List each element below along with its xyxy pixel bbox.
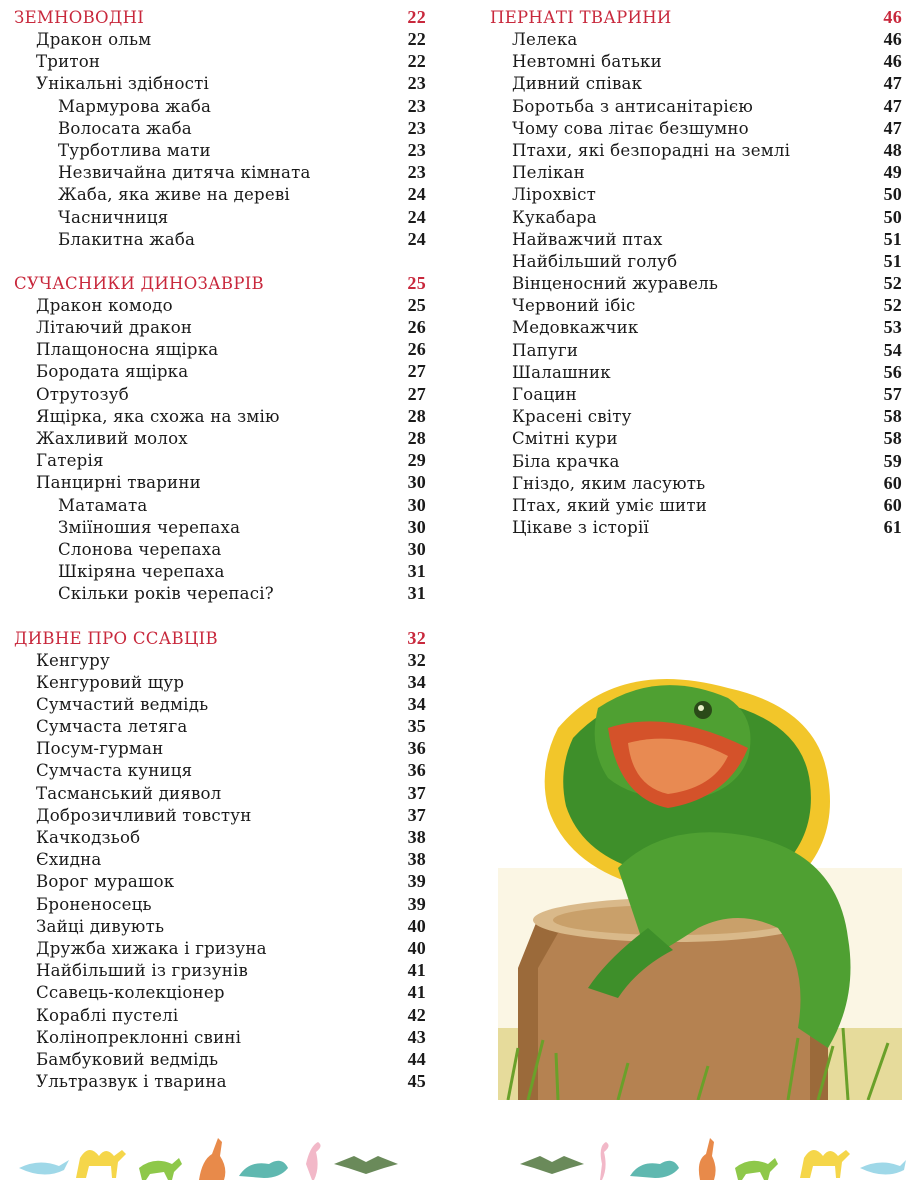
toc-entry[interactable]: [490, 228, 902, 250]
toc-entry-title: Сумчаста куниця: [36, 761, 193, 781]
toc-entry-page: 22: [407, 51, 426, 72]
toc-entry-page: 26: [407, 317, 426, 338]
toc-entry[interactable]: [14, 161, 426, 183]
toc-entry[interactable]: [14, 538, 426, 560]
toc-entry-title: Матамата: [58, 495, 148, 515]
toc-entry-page: 28: [407, 405, 426, 426]
section-gap: [14, 250, 426, 272]
toc-section: [14, 6, 426, 250]
camel-icon: [800, 1150, 850, 1178]
toc-entry-title: Пелікан: [512, 163, 585, 183]
toc-entry-title: Літаючий дракон: [36, 318, 193, 338]
skunk-icon: [239, 1161, 288, 1178]
toc-entry-title: Найбільший голуб: [512, 251, 678, 271]
toc-entry-page: 31: [407, 583, 426, 604]
toc-entry-page: 28: [407, 428, 426, 448]
toc-entry-page: 60: [883, 494, 902, 515]
toc-entry-page: 34: [407, 671, 426, 692]
toc-entry-title: Шалашник: [512, 362, 611, 382]
toc-entry-page: 44: [407, 1048, 426, 1069]
kangaroo-icon: [699, 1138, 716, 1180]
toc-entry-page: 52: [883, 295, 902, 316]
toc-entry[interactable]: [14, 826, 426, 848]
flamingo-icon: [306, 1142, 321, 1180]
toc-entry-title: Папуги: [512, 340, 579, 360]
toc-entry-page: 29: [407, 450, 426, 471]
toc-entry-title: Цікаве з історії: [512, 518, 650, 538]
toc-entry-title: Дракон ольм: [36, 30, 152, 49]
toc-entry-title: Жахливий молох: [36, 429, 188, 448]
toc-entry[interactable]: [14, 383, 426, 405]
toc-entry[interactable]: [14, 516, 426, 538]
toc-entry-page: 57: [883, 384, 902, 404]
toc-entry[interactable]: [490, 516, 902, 538]
toc-entry[interactable]: [14, 782, 426, 804]
toc-section: [14, 627, 426, 1093]
toc-entry-title: Отрутозуб: [36, 384, 129, 404]
toc-entry-page: 48: [883, 139, 902, 160]
toc-entry-title: Колінопреклонні свині: [36, 1027, 242, 1047]
toc-entry[interactable]: [14, 870, 426, 892]
toc-entry-page: 36: [407, 738, 426, 759]
toc-entry[interactable]: [14, 804, 426, 826]
toc-entry-title: Слонова черепаха: [58, 539, 222, 559]
toc-entry-page: 38: [407, 827, 426, 847]
section-heading[interactable]: [14, 272, 426, 294]
toc-entry[interactable]: [14, 560, 426, 582]
toc-entry-page: 30: [407, 538, 426, 559]
toc-entry[interactable]: [14, 449, 426, 471]
toc-entry-title: Тасманський диявол: [36, 783, 222, 803]
toc-entry[interactable]: [14, 405, 426, 427]
toc-right-column: [490, 6, 902, 538]
toc-entry-page: 40: [407, 937, 426, 958]
toc-entry-title: Зайці дивують: [36, 916, 165, 936]
toc-entry-title: Ворог мурашок: [36, 872, 175, 892]
toc-entry[interactable]: [490, 183, 902, 205]
toc-entry-page: 23: [407, 73, 426, 94]
toc-entry[interactable]: [490, 161, 902, 183]
toc-entry-title: Ящірка, яка схожа на змію: [36, 406, 280, 426]
toc-entry-page: 38: [407, 849, 426, 870]
toc-entry-title: Червоний ібіс: [512, 296, 636, 316]
toc-entry-title: Кораблі пустелі: [36, 1005, 179, 1025]
toc-entry-page: 46: [883, 51, 902, 72]
toc-entry[interactable]: [14, 937, 426, 959]
toc-entry-page: 32: [407, 649, 426, 670]
section-page-number: 25: [407, 272, 426, 293]
toc-entry[interactable]: [490, 206, 902, 228]
toc-entry-title: Птахи, які безпорадні на землі: [512, 140, 791, 160]
toc-entry-page: 50: [883, 206, 902, 227]
toc-entry-title: Блакитна жаба: [58, 229, 196, 249]
toc-entry-page: 52: [883, 273, 902, 294]
toc-entry[interactable]: [14, 848, 426, 870]
toc-entry-page: 58: [883, 406, 902, 427]
toc-entry-page: 46: [883, 29, 902, 49]
toc-entry-title: Часничниця: [58, 207, 169, 227]
toc-entry-page: 41: [407, 982, 426, 1003]
toc-entry-page: 23: [407, 95, 426, 116]
toc-entry-page: 30: [407, 494, 426, 515]
toc-entry[interactable]: [14, 893, 426, 915]
toc-entry-title: Волосата жаба: [58, 118, 192, 138]
toc-entry-page: 45: [407, 1071, 426, 1092]
toc-entry[interactable]: [490, 427, 902, 449]
toc-entry-page: 24: [407, 206, 426, 227]
toc-entry[interactable]: [490, 383, 902, 405]
camel-icon: [76, 1150, 126, 1178]
toc-section: [14, 272, 426, 605]
kangaroo-icon: [199, 1138, 225, 1180]
toc-entry-page: 42: [407, 1004, 426, 1025]
toc-entry[interactable]: [490, 494, 902, 516]
toc-entry-title: Медовкажчик: [512, 318, 639, 338]
toc-entry-title: Гніздо, яким ласують: [512, 473, 706, 493]
toc-entry-title: Турботлива мати: [58, 140, 211, 160]
toc-entry-title: Бородата ящірка: [36, 362, 189, 382]
toc-entry[interactable]: [14, 95, 426, 117]
toc-entry[interactable]: [490, 139, 902, 161]
toc-entry-page: 34: [407, 693, 426, 714]
section-page-number: 46: [883, 7, 902, 27]
section-title: ПЕРНАТІ ТВАРИНИ: [490, 8, 672, 27]
toc-entry-title: Дружба хижака і гризуна: [36, 938, 267, 958]
toc-entry-page: 30: [407, 516, 426, 537]
toc-entry-title: Унікальні здібності: [36, 74, 210, 94]
toc-entry[interactable]: [14, 1048, 426, 1070]
animal-border-left: [14, 1128, 414, 1194]
toc-entry-page: 41: [407, 960, 426, 981]
toc-entry[interactable]: [14, 183, 426, 205]
toc-entry[interactable]: [14, 759, 426, 781]
toc-entry-page: 24: [407, 228, 426, 249]
toc-entry[interactable]: [14, 338, 426, 360]
toc-entry-page: 23: [407, 139, 426, 160]
toc-entry-title: Кукабара: [512, 207, 597, 227]
toc-entry[interactable]: [14, 671, 426, 693]
toc-entry-title: Лелека: [512, 30, 578, 49]
toc-entry[interactable]: [14, 50, 426, 72]
section-heading[interactable]: [14, 627, 426, 649]
toc-entry-page: 59: [883, 450, 902, 471]
toc-entry[interactable]: [14, 981, 426, 1003]
toc-entry[interactable]: [14, 959, 426, 981]
toc-entry[interactable]: [14, 28, 426, 50]
monkey-icon: [735, 1158, 778, 1180]
toc-entry-title: Ультразвук і тварина: [36, 1072, 227, 1092]
section-page-number: 32: [407, 627, 426, 648]
toc-entry-title: Єхидна: [36, 850, 102, 870]
toc-entry-title: Сумчастий ведмідь: [36, 694, 209, 714]
toc-entry[interactable]: [14, 1004, 426, 1026]
toc-entry-title: Біла крачка: [512, 451, 620, 471]
toc-entry-title: Птах, який уміє шити: [512, 495, 707, 515]
toc-entry-title: Боротьба з антисанітарією: [512, 96, 753, 116]
toc-entry-page: 36: [407, 760, 426, 781]
bat-icon: [334, 1156, 398, 1174]
monkey-icon: [139, 1158, 182, 1180]
toc-entry-title: Зміїношия черепаха: [58, 517, 241, 537]
toc-entry-page: 40: [407, 915, 426, 936]
toc-entry-page: 37: [407, 782, 426, 803]
toc-entry-page: 37: [407, 804, 426, 825]
toc-entry-title: Найважчий птах: [512, 229, 663, 249]
toc-entry[interactable]: [14, 360, 426, 382]
toc-entry-page: 23: [407, 162, 426, 183]
toc-entry-title: Красені світу: [512, 407, 632, 427]
toc-entry-page: 58: [883, 428, 902, 449]
toc-entry-title: Смітні кури: [512, 429, 618, 449]
toc-entry-page: 53: [883, 317, 902, 338]
toc-entry-page: 25: [407, 294, 426, 315]
toc-entry[interactable]: [14, 1070, 426, 1092]
toc-entry[interactable]: [14, 117, 426, 139]
toc-entry-title: Доброзичливий товстун: [36, 805, 252, 825]
toc-entry-title: Мармурова жаба: [58, 96, 212, 116]
skunk-icon: [630, 1161, 679, 1178]
toc-entry-page: 30: [407, 472, 426, 493]
toc-entry[interactable]: [14, 494, 426, 516]
toc-section: [490, 6, 902, 538]
toc-entry-page: 56: [883, 361, 902, 382]
toc-entry-page: 50: [883, 184, 902, 205]
toc-entry-page: 47: [883, 117, 902, 138]
toc-entry-page: 49: [883, 162, 902, 183]
section-page-number: 22: [407, 7, 426, 27]
toc-entry-page: 43: [407, 1026, 426, 1047]
toc-entry[interactable]: [14, 72, 426, 94]
toc-entry[interactable]: [490, 450, 902, 472]
toc-entry-page: 23: [407, 117, 426, 138]
flamingo-icon: [600, 1142, 609, 1180]
toc-left-column: [14, 6, 426, 1092]
section-heading[interactable]: [14, 6, 426, 28]
toc-entry-title: Лірохвіст: [512, 185, 597, 205]
toc-entry-title: Дивний співак: [512, 74, 643, 94]
toc-entry-page: 54: [883, 339, 902, 360]
toc-entry-title: Незвичайна дитяча кімната: [58, 163, 311, 183]
toc-entry-title: Шкіряна черепаха: [58, 562, 225, 582]
toc-entry[interactable]: [14, 693, 426, 715]
toc-entry-title: Сумчаста летяга: [36, 717, 188, 737]
section-heading[interactable]: [490, 6, 902, 28]
toc-entry-page: 39: [407, 893, 426, 914]
section-title: ДИВНЕ ПРО ССАВЦІВ: [14, 628, 218, 648]
toc-entry-title: Дракон комодо: [36, 295, 173, 315]
toc-entry[interactable]: [14, 471, 426, 493]
section-gap: [14, 605, 426, 627]
toc-entry[interactable]: [14, 715, 426, 737]
toc-entry[interactable]: [14, 915, 426, 937]
toc-entry-title: Плащоносна ящірка: [36, 340, 219, 360]
toc-entry[interactable]: [490, 28, 902, 50]
toc-entry-page: 35: [407, 716, 426, 737]
toc-entry[interactable]: [490, 361, 902, 383]
toc-entry[interactable]: [14, 206, 426, 228]
toc-entry[interactable]: [14, 294, 426, 316]
toc-entry-page: 51: [883, 228, 902, 249]
toc-entry-title: Гатерія: [36, 451, 104, 471]
toc-entry[interactable]: [490, 405, 902, 427]
toc-entry-title: Кенгуровий щур: [36, 672, 185, 692]
toc-entry-title: Кенгуру: [36, 650, 110, 670]
toc-entry-title: Чому сова літає безшумно: [512, 118, 749, 138]
toc-entry-page: 31: [407, 561, 426, 582]
toc-entry-page: 26: [407, 339, 426, 360]
toc-entry-page: 60: [883, 472, 902, 493]
toc-entry-page: 61: [883, 517, 902, 538]
toc-entry[interactable]: [14, 582, 426, 604]
toc-entry-page: 47: [883, 95, 902, 116]
section-title: СУЧАСНИКИ ДИНОЗАВРІВ: [14, 273, 264, 293]
toc-entry-page: 22: [407, 29, 426, 49]
toc-entry[interactable]: [14, 228, 426, 250]
toc-entry-title: Броненосець: [36, 894, 152, 914]
toc-entry-page: 27: [407, 361, 426, 382]
toc-entry[interactable]: [14, 737, 426, 759]
section-title: ЗЕМНОВОДНІ: [14, 8, 145, 27]
toc-entry-title: Тритон: [36, 52, 101, 72]
toc-entry[interactable]: [490, 117, 902, 139]
toc-entry-title: Качкодзьоб: [36, 828, 141, 847]
toc-entry-page: 27: [407, 383, 426, 404]
toc-entry[interactable]: [490, 339, 902, 361]
toc-entry[interactable]: [490, 95, 902, 117]
bird-icon: [19, 1160, 69, 1175]
toc-entry[interactable]: [490, 316, 902, 338]
toc-entry[interactable]: [490, 472, 902, 494]
toc-entry-title: Ссавець-колекціонер: [36, 983, 225, 1003]
toc-entry[interactable]: [490, 72, 902, 94]
bat-icon: [520, 1156, 584, 1174]
toc-entry-title: Жаба, яка живе на дереві: [58, 185, 290, 205]
bird-icon: [860, 1160, 906, 1175]
toc-entry[interactable]: [490, 250, 902, 272]
frilled-lizard-illustration: [498, 668, 902, 1100]
animal-border-right: [510, 1128, 910, 1194]
toc-entry[interactable]: [490, 272, 902, 294]
toc-entry[interactable]: [490, 294, 902, 316]
toc-entry-page: 24: [407, 184, 426, 205]
toc-entry-page: 51: [883, 250, 902, 271]
toc-entry-page: 39: [407, 871, 426, 892]
toc-entry-title: Панцирні тварини: [36, 473, 201, 493]
toc-entry[interactable]: [14, 139, 426, 161]
toc-entry[interactable]: [14, 316, 426, 338]
toc-entry-title: Гоацин: [512, 385, 577, 404]
toc-entry-title: Вінценосний журавель: [512, 274, 719, 294]
toc-entry-title: Скільки років черепасі?: [58, 584, 274, 604]
toc-entry-title: Посум-гурман: [36, 739, 164, 759]
toc-entry-page: 47: [883, 73, 902, 94]
toc-entry[interactable]: [490, 50, 902, 72]
toc-entry-title: Найбільший із гризунів: [36, 961, 249, 981]
toc-entry[interactable]: [14, 427, 426, 449]
toc-entry[interactable]: [14, 649, 426, 671]
toc-entry-title: Невтомні батьки: [512, 52, 662, 72]
toc-entry[interactable]: [14, 1026, 426, 1048]
toc-entry-title: Бамбуковий ведмідь: [36, 1049, 219, 1069]
